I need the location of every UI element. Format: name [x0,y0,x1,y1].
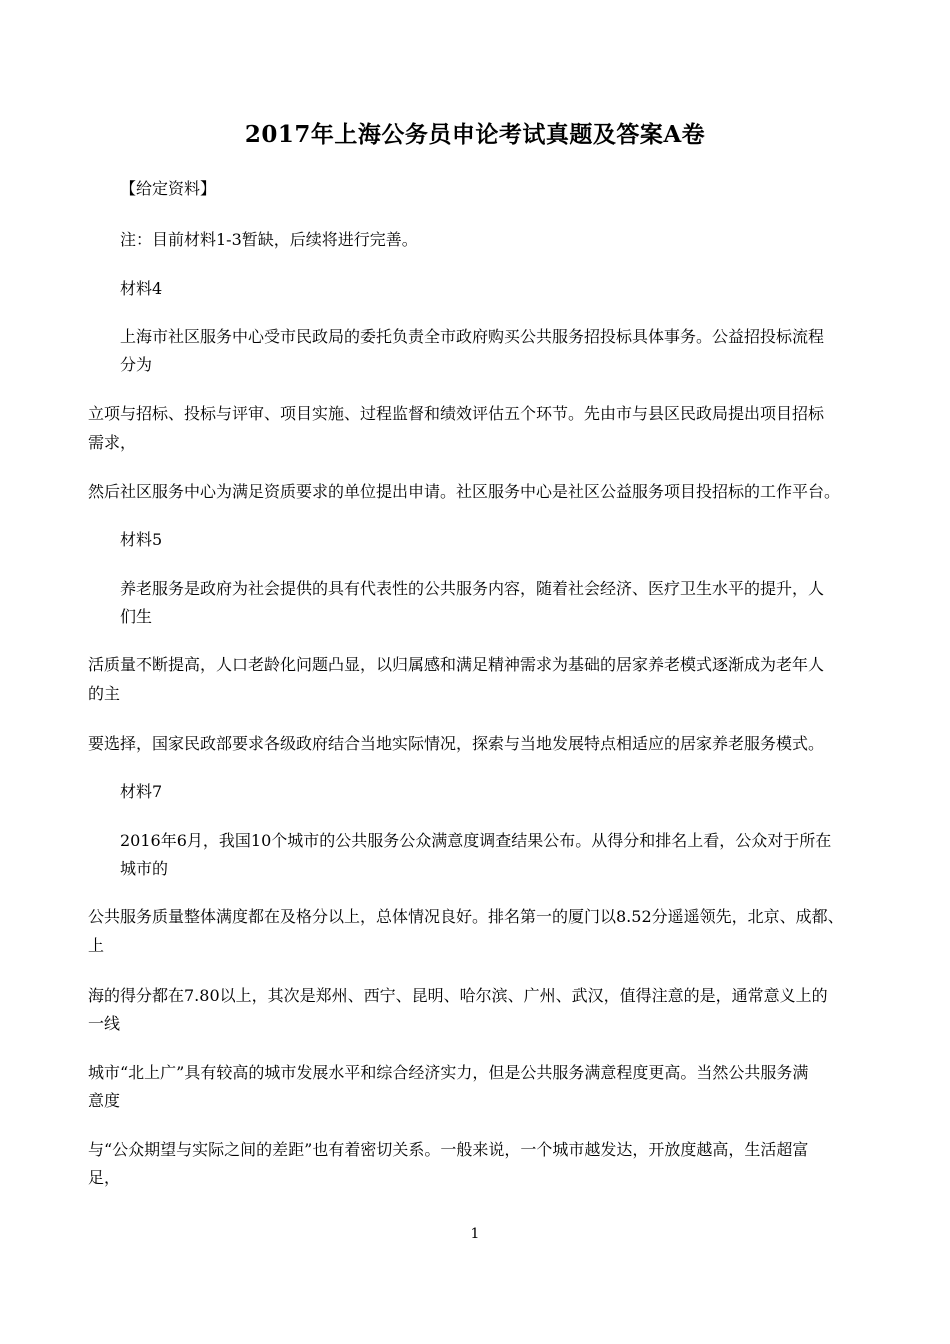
paragraph-line: 上 [88,936,105,955]
paragraph-line: 海的得分都在7.80以上，其次是郑州、西宁、昆明、哈尔滨、广州、武汉，值得注意的是，通常意义上的 [88,986,828,1005]
paragraph-line: 活质量不断提高，人口老龄化问题凸显，以归属感和满足精神需求为基础的居家养老模式逐渐成为老年人 [88,655,825,674]
material-label: 材料7 [120,782,163,801]
page-number: 1 [470,1226,480,1242]
paragraph-line: 需求， [88,433,137,452]
paragraph-line: 养老服务是政府为社会提供的具有代表性的公共服务内容，随着社会经济、医疗卫生水平的提升，人 [120,579,825,598]
paragraph-line: 一线 [88,1014,121,1033]
paragraph-line: 要选择，国家民政部要求各级政府结合当地实际情况，探索与当地发展特点相适应的居家养老服务模式。 [88,734,825,753]
paragraph-line: 的主 [88,684,121,703]
paragraph-line: 意度 [88,1091,121,1110]
paragraph-line: 然后社区服务中心为满足资质要求的单位提出申请。社区服务中心是社区公益服务项目投招标的工作平台。 [88,482,841,501]
paragraph-line: 们生 [120,607,153,626]
material-label: 材料4 [120,279,163,298]
paragraph-line: 2016年6月，我国10个城市的公共服务公众满意度调查结果公布。从得分和排名上看，公众对于所在 [120,831,832,850]
material-label: 材料5 [120,530,163,549]
paragraph-line: 公共服务质量整体满度都在及格分以上，总体情况良好。排名第一的厦门以8.52分遥遥领先，北京、成都、 [88,907,844,926]
paragraph-line: 立项与招标、投标与评审、项目实施、过程监督和绩效评估五个环节。先由市与县区民政局提出项目招标 [88,404,825,423]
note-text: 注：目前材料1-3暂缺，后续将进行完善。 [120,230,418,249]
paragraph-line: 与“公众期望与实际之间的差距”也有着密切关系。一般来说，一个城市越发达，开放度越高，生活超富 [88,1140,809,1159]
paragraph-line: 足， [88,1168,121,1187]
paragraph-line: 分为 [120,355,153,374]
paragraph-line: 上海市社区服务中心受市民政局的委托负责全市政府购买公共服务招投标具体事务。公益招投标流程 [120,327,825,346]
section-heading: 【给定资料】 [120,179,217,198]
document-title: 2017年上海公务员申论考试真题及答案A卷 [244,121,706,148]
paragraph-line: 城市的 [120,859,169,878]
paragraph-line: 城市“北上广”具有较高的城市发展水平和综合经济实力，但是公共服务满意程度更高。当然公共服务满 [88,1063,809,1082]
